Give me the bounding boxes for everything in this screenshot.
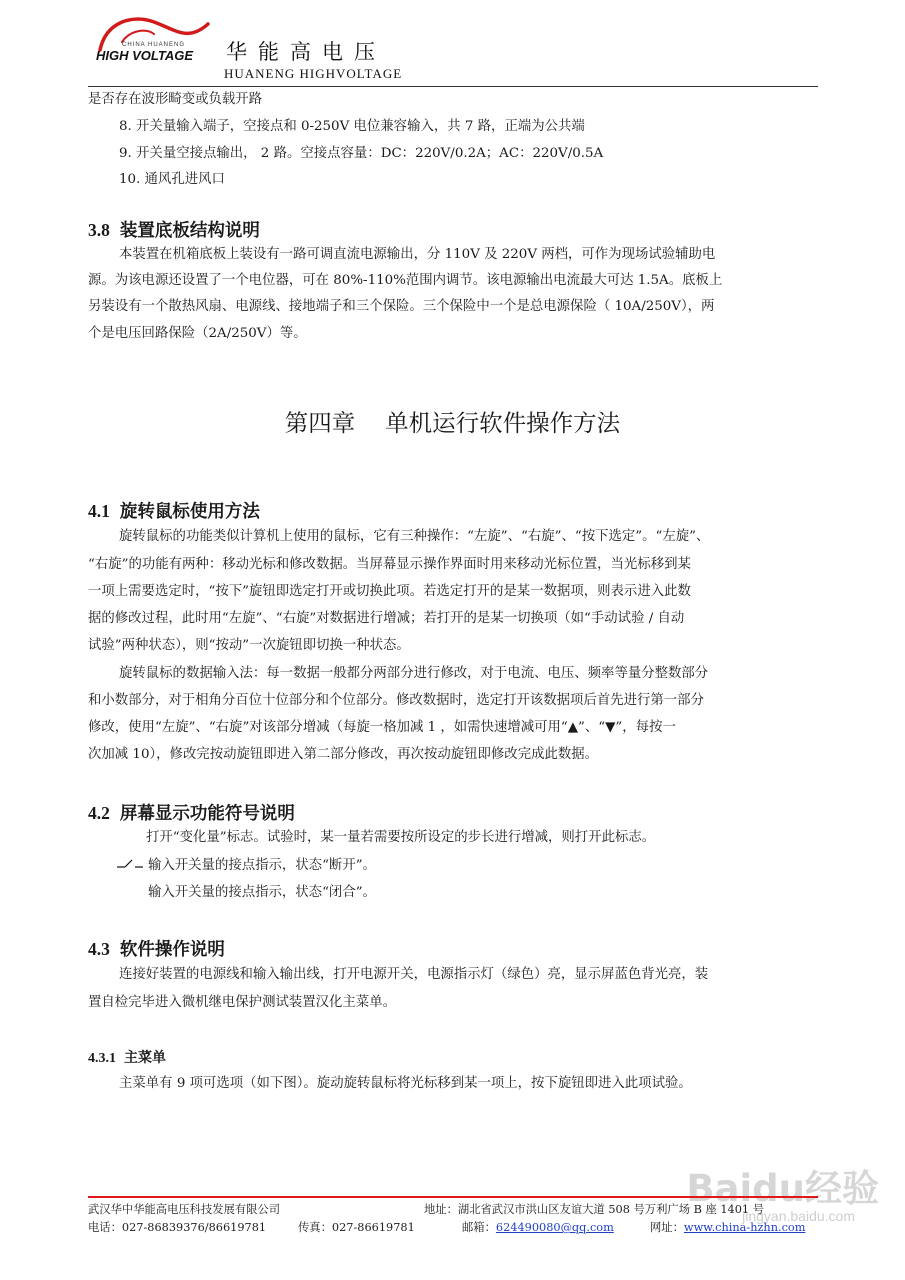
footer-email [462, 1221, 614, 1235]
symbol-desc-text: 输入开关量的接点指示，状态“断开”。 [148, 858, 376, 873]
address-label: 地址： [424, 1203, 458, 1216]
brand-name-cn: 华能高电压 [226, 40, 386, 64]
brand-name-en: HUANENG HIGHVOLTAGE [224, 66, 403, 81]
list-item-9: 9. 开关量空接点输出， 2 路。空接点容量：DC：220V/0.2A；AC：220V/0.5A [119, 146, 604, 161]
paragraph-line: 主菜单有 9 项可选项（如下图）。旋动旋转鼠标将光标移到某一项上，按下旋钮即进入此项试验。 [119, 1076, 692, 1091]
website-link[interactable]: www.china-hzhn.com [683, 1221, 806, 1234]
section-heading-4-2 [88, 800, 295, 825]
list-item-8: 8. 开关量输入端子，空接点和 0-250V 电位兼容输入，共 7 路，正端为公共端 [119, 119, 585, 134]
phone-label: 电话： [88, 1221, 122, 1234]
section-heading-4-3 [88, 936, 225, 961]
paragraph-line: 另装设有一个散热风扇、电源线、接地端子和三个保险。三个保险中一个是总电源保险（ 10A/250V），两 [88, 299, 715, 314]
paragraph-line: 次加减 10），修改完按动旋钮即进入第二部分修改，再次按动旋钮即修改完成此数据。 [88, 747, 599, 762]
paragraph-line: 旋转鼠标的功能类似计算机上使用的鼠标，它有三种操作：“左旋”、“右旋”、“按下选定”。“左旋”、 [119, 529, 710, 544]
switch-open-icon [116, 857, 144, 871]
section-number: 3.8 [88, 220, 110, 240]
section-number: 4.2 [88, 803, 110, 823]
symbol-desc-delta: 打开“变化量”标志。试验时，某一量若需要按所设定的步长进行增减，则打开此标志。 [146, 830, 656, 845]
email-link[interactable]: 624490080@qq.com [495, 1221, 614, 1234]
header-divider [88, 86, 818, 87]
section-number: 4.3 [88, 939, 110, 959]
phone-value: 027-86839376/86619781 [121, 1221, 267, 1234]
address-value: 湖北省武汉市洪山区友谊大道 508 号万利广场 B 座 1401 号 [457, 1203, 765, 1216]
paragraph-line: 修改，使用“左旋”、“右旋”对该部分增减（每旋一格加减 1 ，如需快速增减可用“▲”、“▼”，每按一 [88, 720, 676, 735]
paragraph-line: 据的修改过程，此时用“左旋”、“右旋”对数据进行增减；若打开的是某一切换项（如“手动试验 / 自动 [88, 611, 685, 626]
symbol-desc-closed: 输入开关量的接点指示，状态“闭合”。 [148, 885, 376, 900]
paragraph-line: 个是电压回路保险（2A/250V）等。 [88, 326, 307, 341]
web-label: 网址： [650, 1221, 684, 1234]
section-heading-3-8 [88, 217, 260, 242]
paragraph-line: 连接好装置的电源线和输入输出线，打开电源开关，电源指示灯（绿色）亮，显示屏蓝色背光亮，装 [119, 967, 709, 982]
symbol-desc-open [116, 857, 376, 874]
footer-address [424, 1203, 764, 1217]
section-title: 软件操作说明 [119, 940, 225, 960]
baidu-watermark: Baidu经验 [686, 1167, 879, 1210]
section-heading-4-3-1 [88, 1047, 166, 1067]
fax-value: 027-86619781 [331, 1221, 415, 1234]
section-title: 旋转鼠标使用方法 [119, 502, 260, 522]
footer-company: 武汉华中华能高电压科技发展有限公司 [88, 1203, 281, 1216]
footer-website [650, 1221, 805, 1235]
footer-divider [88, 1196, 818, 1198]
section-title: 屏幕显示功能符号说明 [119, 804, 295, 824]
baidu-watermark-url: jingyan.baidu.com [742, 1208, 855, 1224]
footer-fax [298, 1221, 415, 1235]
logo-subtitle: CHINA HUANENG [122, 42, 186, 48]
footer-phone [88, 1221, 266, 1235]
paragraph-line: 本装置在机箱底板上装设有一路可调直流电源输出，分 110V 及 220V 两档，可作为现场试验辅助电 [119, 247, 716, 262]
paragraph-line: “右旋”的功能有两种：移动光标和修改数据。当屏幕显示操作界面时用来移动光标位置，当光标移到某 [88, 557, 691, 572]
fax-label: 传真： [298, 1221, 332, 1234]
paragraph-line: 旋转鼠标的数据输入法：每一数据一般都分两部分进行修改，对于电流、电压、频率等量分整数部分 [119, 666, 709, 681]
text-line: 是否存在波形畸变或负载开路 [88, 92, 263, 107]
section-number: 4.3.1 [88, 1051, 116, 1066]
list-item-10: 10. 通风孔进风口 [119, 172, 225, 187]
section-title: 装置底板结构说明 [119, 221, 260, 241]
section-number: 4.1 [88, 501, 110, 521]
section-title: 主菜单 [124, 1050, 166, 1066]
paragraph-line: 源。为该电源还设置了一个电位器，可在 80%-110%范围内调节。该电源输出电流最大可达 1.5A。底板上 [88, 273, 723, 288]
section-heading-4-1 [88, 498, 260, 523]
company-logo [92, 12, 216, 70]
paragraph-line: 和小数部分，对于相角分百位十位部分和个位部分。修改数据时，选定打开该数据项后首先进行第一部分 [88, 693, 704, 708]
paragraph-line: 一项上需要选定时，“按下”旋钮即选定打开或切换此项。若选定打开的是某一数据项，则表示进入此数 [88, 584, 691, 599]
logo-title: HIGH VOLTAGE [96, 48, 194, 63]
paragraph-line: 试验”两种状态），则“按动”一次旋钮即切换一种状态。 [88, 638, 410, 653]
chapter-title: 第四章 单机运行软件操作方法 [284, 409, 621, 437]
email-label: 邮箱： [462, 1221, 496, 1234]
paragraph-line: 置自检完毕进入微机继电保护测试装置汉化主菜单。 [88, 995, 396, 1010]
